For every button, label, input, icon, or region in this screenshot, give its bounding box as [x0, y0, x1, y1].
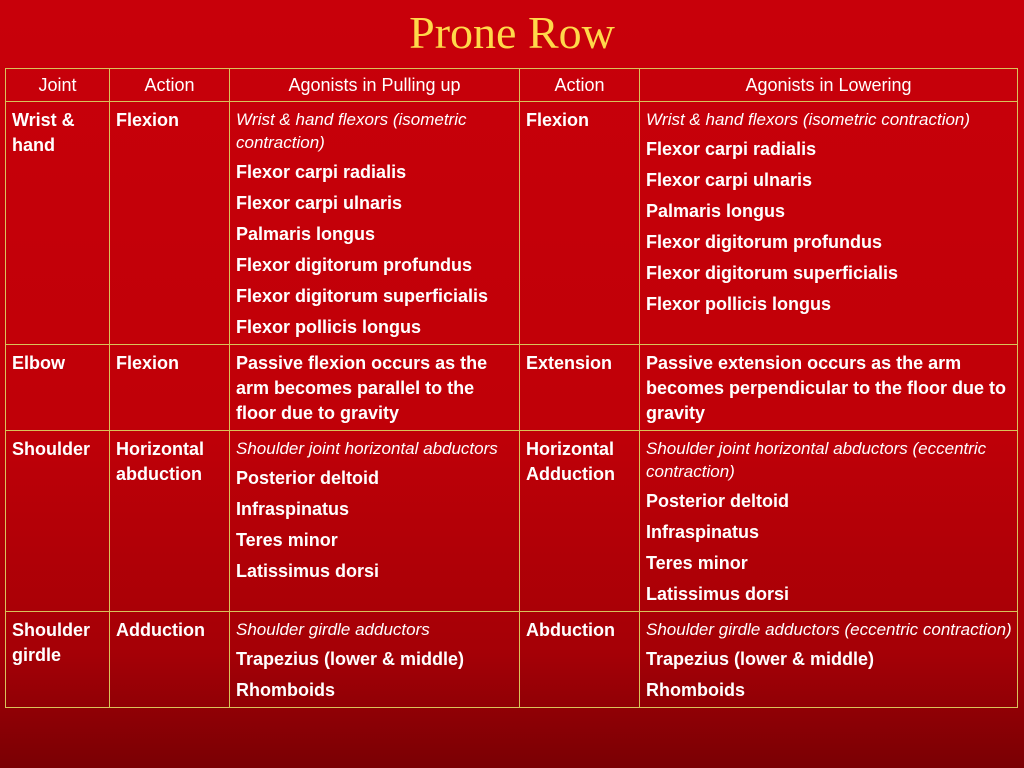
table-header-row [6, 69, 1018, 102]
action-down-cell: Abduction [520, 612, 640, 708]
joint-cell: Shoulder girdle [6, 612, 110, 708]
muscle-name: Latissimus dorsi [236, 561, 380, 581]
muscle-name: Flexor digitorum profundus [646, 232, 882, 252]
muscle-name: Flexor digitorum superficialis [236, 286, 489, 306]
muscle-table [5, 68, 1018, 708]
agonists-up-cell [230, 345, 520, 431]
muscle-name: Flexor digitorum profundus [236, 255, 472, 275]
action-down-cell: Extension [520, 345, 640, 431]
action-up-cell: Flexion [110, 345, 230, 431]
muscle-name: Teres minor [646, 553, 748, 573]
muscle-name: Flexor carpi ulnaris [236, 193, 403, 213]
agonists-down-cell [640, 102, 1018, 345]
header-agonists-up: Agonists in Pulling up [230, 69, 520, 102]
muscle-group-label: Shoulder girdle adductors [236, 620, 430, 639]
muscle-group-label: Shoulder joint horizontal abductors [236, 439, 498, 458]
muscle-name: Trapezius (lower & middle) [236, 649, 465, 669]
muscle-group-label: Shoulder girdle adductors (eccentric contraction) [646, 620, 1012, 639]
muscle-name: Posterior deltoid [236, 468, 380, 488]
table-body [6, 102, 1018, 708]
header-action-down: Action [520, 69, 640, 102]
muscle-name: Rhomboids [646, 680, 745, 700]
muscle-name: Flexor pollicis longus [236, 317, 422, 337]
muscle-name: Flexor carpi ulnaris [646, 170, 813, 190]
muscle-name: Passive flexion occurs as the arm becomes parallel to the floor due to gravity [236, 353, 488, 423]
table-row [6, 102, 1018, 345]
muscle-name: Posterior deltoid [646, 491, 790, 511]
action-down-cell: Horizontal Adduction [520, 431, 640, 612]
agonists-up-cell [230, 102, 520, 345]
header-action-up: Action [110, 69, 230, 102]
muscle-name: Flexor digitorum superficialis [646, 263, 899, 283]
muscle-name: Trapezius (lower & middle) [646, 649, 875, 669]
header-agonists-down: Agonists in Lowering [640, 69, 1018, 102]
joint-cell: Shoulder [6, 431, 110, 612]
muscle-name: Latissimus dorsi [646, 584, 790, 604]
muscle-name: Palmaris longus [236, 224, 376, 244]
table-row [6, 345, 1018, 431]
muscle-name: Palmaris longus [646, 201, 786, 221]
muscle-name: Flexor carpi radialis [236, 162, 407, 182]
muscle-group-label: Wrist & hand flexors (isometric contraction) [646, 110, 971, 129]
muscle-name: Infraspinatus [236, 499, 350, 519]
agonists-up-cell [230, 612, 520, 708]
muscle-name: Teres minor [236, 530, 338, 550]
table-row [6, 431, 1018, 612]
agonists-down-cell [640, 345, 1018, 431]
agonists-down-cell [640, 431, 1018, 612]
agonists-up-cell [230, 431, 520, 612]
slide-title: Prone Row [409, 7, 615, 58]
action-down-cell: Flexion [520, 102, 640, 345]
action-up-cell: Flexion [110, 102, 230, 345]
header-joint: Joint [6, 69, 110, 102]
muscle-name: Rhomboids [236, 680, 335, 700]
joint-cell: Wrist & hand [6, 102, 110, 345]
muscle-name: Flexor pollicis longus [646, 294, 832, 314]
muscle-name: Passive extension occurs as the arm becomes perpendicular to the floor due to gravity [646, 353, 1007, 423]
joint-cell: Elbow [6, 345, 110, 431]
table-row [6, 612, 1018, 708]
muscle-group-label: Wrist & hand flexors (isometric contraction) [236, 110, 467, 152]
action-up-cell: Horizontal abduction [110, 431, 230, 612]
muscle-name: Infraspinatus [646, 522, 760, 542]
action-up-cell: Adduction [110, 612, 230, 708]
muscle-name: Flexor carpi radialis [646, 139, 817, 159]
muscle-group-label: Shoulder joint horizontal abductors (eccentric contraction) [646, 439, 987, 481]
agonists-down-cell [640, 612, 1018, 708]
